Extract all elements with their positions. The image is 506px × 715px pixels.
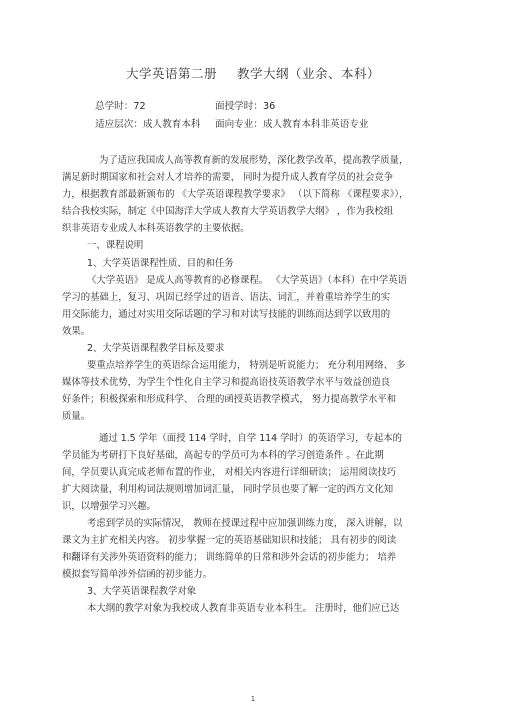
paragraph-line: 和翻译有关涉外英语资料的能力； 训练简单的日常和涉外会话的初步能力； 培养 <box>62 552 397 564</box>
total-hours-label: 总学时： <box>95 101 134 112</box>
document-body <box>62 152 442 618</box>
title-syllabus: 教学大纲（业余、本科） <box>237 66 381 81</box>
total-hours-value: 72 <box>133 101 146 112</box>
paragraph-line: 本大纲的教学对象为我校成人教育非英语专业本科生。 注册时，他们应已达 <box>87 603 400 615</box>
paragraph-line: 要重点培养学生的英语综合运用能力， 特别是听说能力； 充分利用网络、 多 <box>87 360 406 372</box>
major-value: 成人教育本科非英语专业 <box>262 119 369 130</box>
title-course: 大学英语第二册 <box>125 66 217 81</box>
meta-row-level <box>95 118 369 132</box>
page-number: 1 <box>250 695 256 703</box>
paragraph-line: 为了适应我国成人高等教育新的发展形势，深化教学改革，提高教学质量， <box>99 155 409 166</box>
paragraph-line: 《大学英语》 是成人高等教育的必修课程。 《大学英语》（本科）在中学英语 <box>87 274 408 286</box>
paragraph-line: 扩大阅读量，利用构词法规则增加词汇量， 同时学员也要了解一定的西方文化知 <box>62 483 394 495</box>
subsection-heading: 1、大学英语课程性质、目的和任务 <box>87 257 234 269</box>
lecture-hours-value: 36 <box>262 101 276 112</box>
paragraph-line: 满足新时期国家和社会对人才培养的需要， 同时为提升成人教育学员的社会竞争 <box>62 172 394 184</box>
paragraph-line: 间，学员要认真完成老师布置的作业， 对相关内容进行详细研读； 运用阅读技巧 <box>62 466 397 478</box>
paragraph-line: 课文为主扩充相关内容。 初步掌握一定的英语基础知识和技能； 具有初步的阅读 <box>62 535 397 547</box>
section-heading: 一、课程说明 <box>87 240 144 252</box>
paragraph-line: 好条件；积极探索和形成科学、 合理的函授英语教学模式， 努力提高教学水平和 <box>62 394 397 406</box>
level-value: 成人教育本科 <box>142 119 201 130</box>
paragraph-line: 识，以增强学习兴趣。 <box>62 500 156 512</box>
major-label: 面向专业： <box>215 119 263 130</box>
lecture-hours-label: 面授学时： <box>215 101 263 112</box>
paragraph-line: 力，根据教育部最新颁布的 《大学英语课程教学要求》 （以下简称 《课程要求》）， <box>62 189 409 201</box>
paragraph-line: 学习的基础上，复习、巩固已经学过的语音、语法、词汇，并着重培养学生的实 <box>62 291 391 303</box>
meta-row-hours <box>95 100 276 114</box>
paragraph-line: 通过 1.5 学年（面授 114 学时，自学 114 学时）的英语学习，专起本的 <box>99 432 402 444</box>
subsection-heading: 3、大学英语课程教学对象 <box>87 586 197 598</box>
level-label: 适应层次： <box>95 119 143 130</box>
paragraph-line: 学员能为考研打下良好基础，高起专的学员可为本科的学习创造条件 。在此期 <box>62 449 384 461</box>
paragraph-line: 结合我校实际，制定《中国海洋大学成人教育大学英语教学大纲》 ，作为我校组 <box>62 206 394 218</box>
document-title <box>0 64 506 82</box>
paragraph-line: 质量。 <box>62 411 91 423</box>
subsection-heading: 2、大学英语课程教学目标及要求 <box>87 343 225 355</box>
paragraph-line: 效果。 <box>62 325 91 337</box>
paragraph-line: 媒体等技术优势，为学生个性化自主学习和提高语技英语教学水平与效益创造良 <box>62 377 391 389</box>
paragraph-line: 用交际能力，通过对实用交际话题的学习和对读写技能的训练而达到学以致用的 <box>62 308 391 320</box>
paragraph-line: 模拟套写简单涉外信函的初步能力。 <box>62 569 213 581</box>
paragraph-line: 考虑到学员的实际情况， 教师在授课过程中应加强训练力度， 深入讲解，以 <box>87 517 403 529</box>
paragraph-line: 织非英语专业成人本科英语教学的主要依据。 <box>62 223 250 235</box>
